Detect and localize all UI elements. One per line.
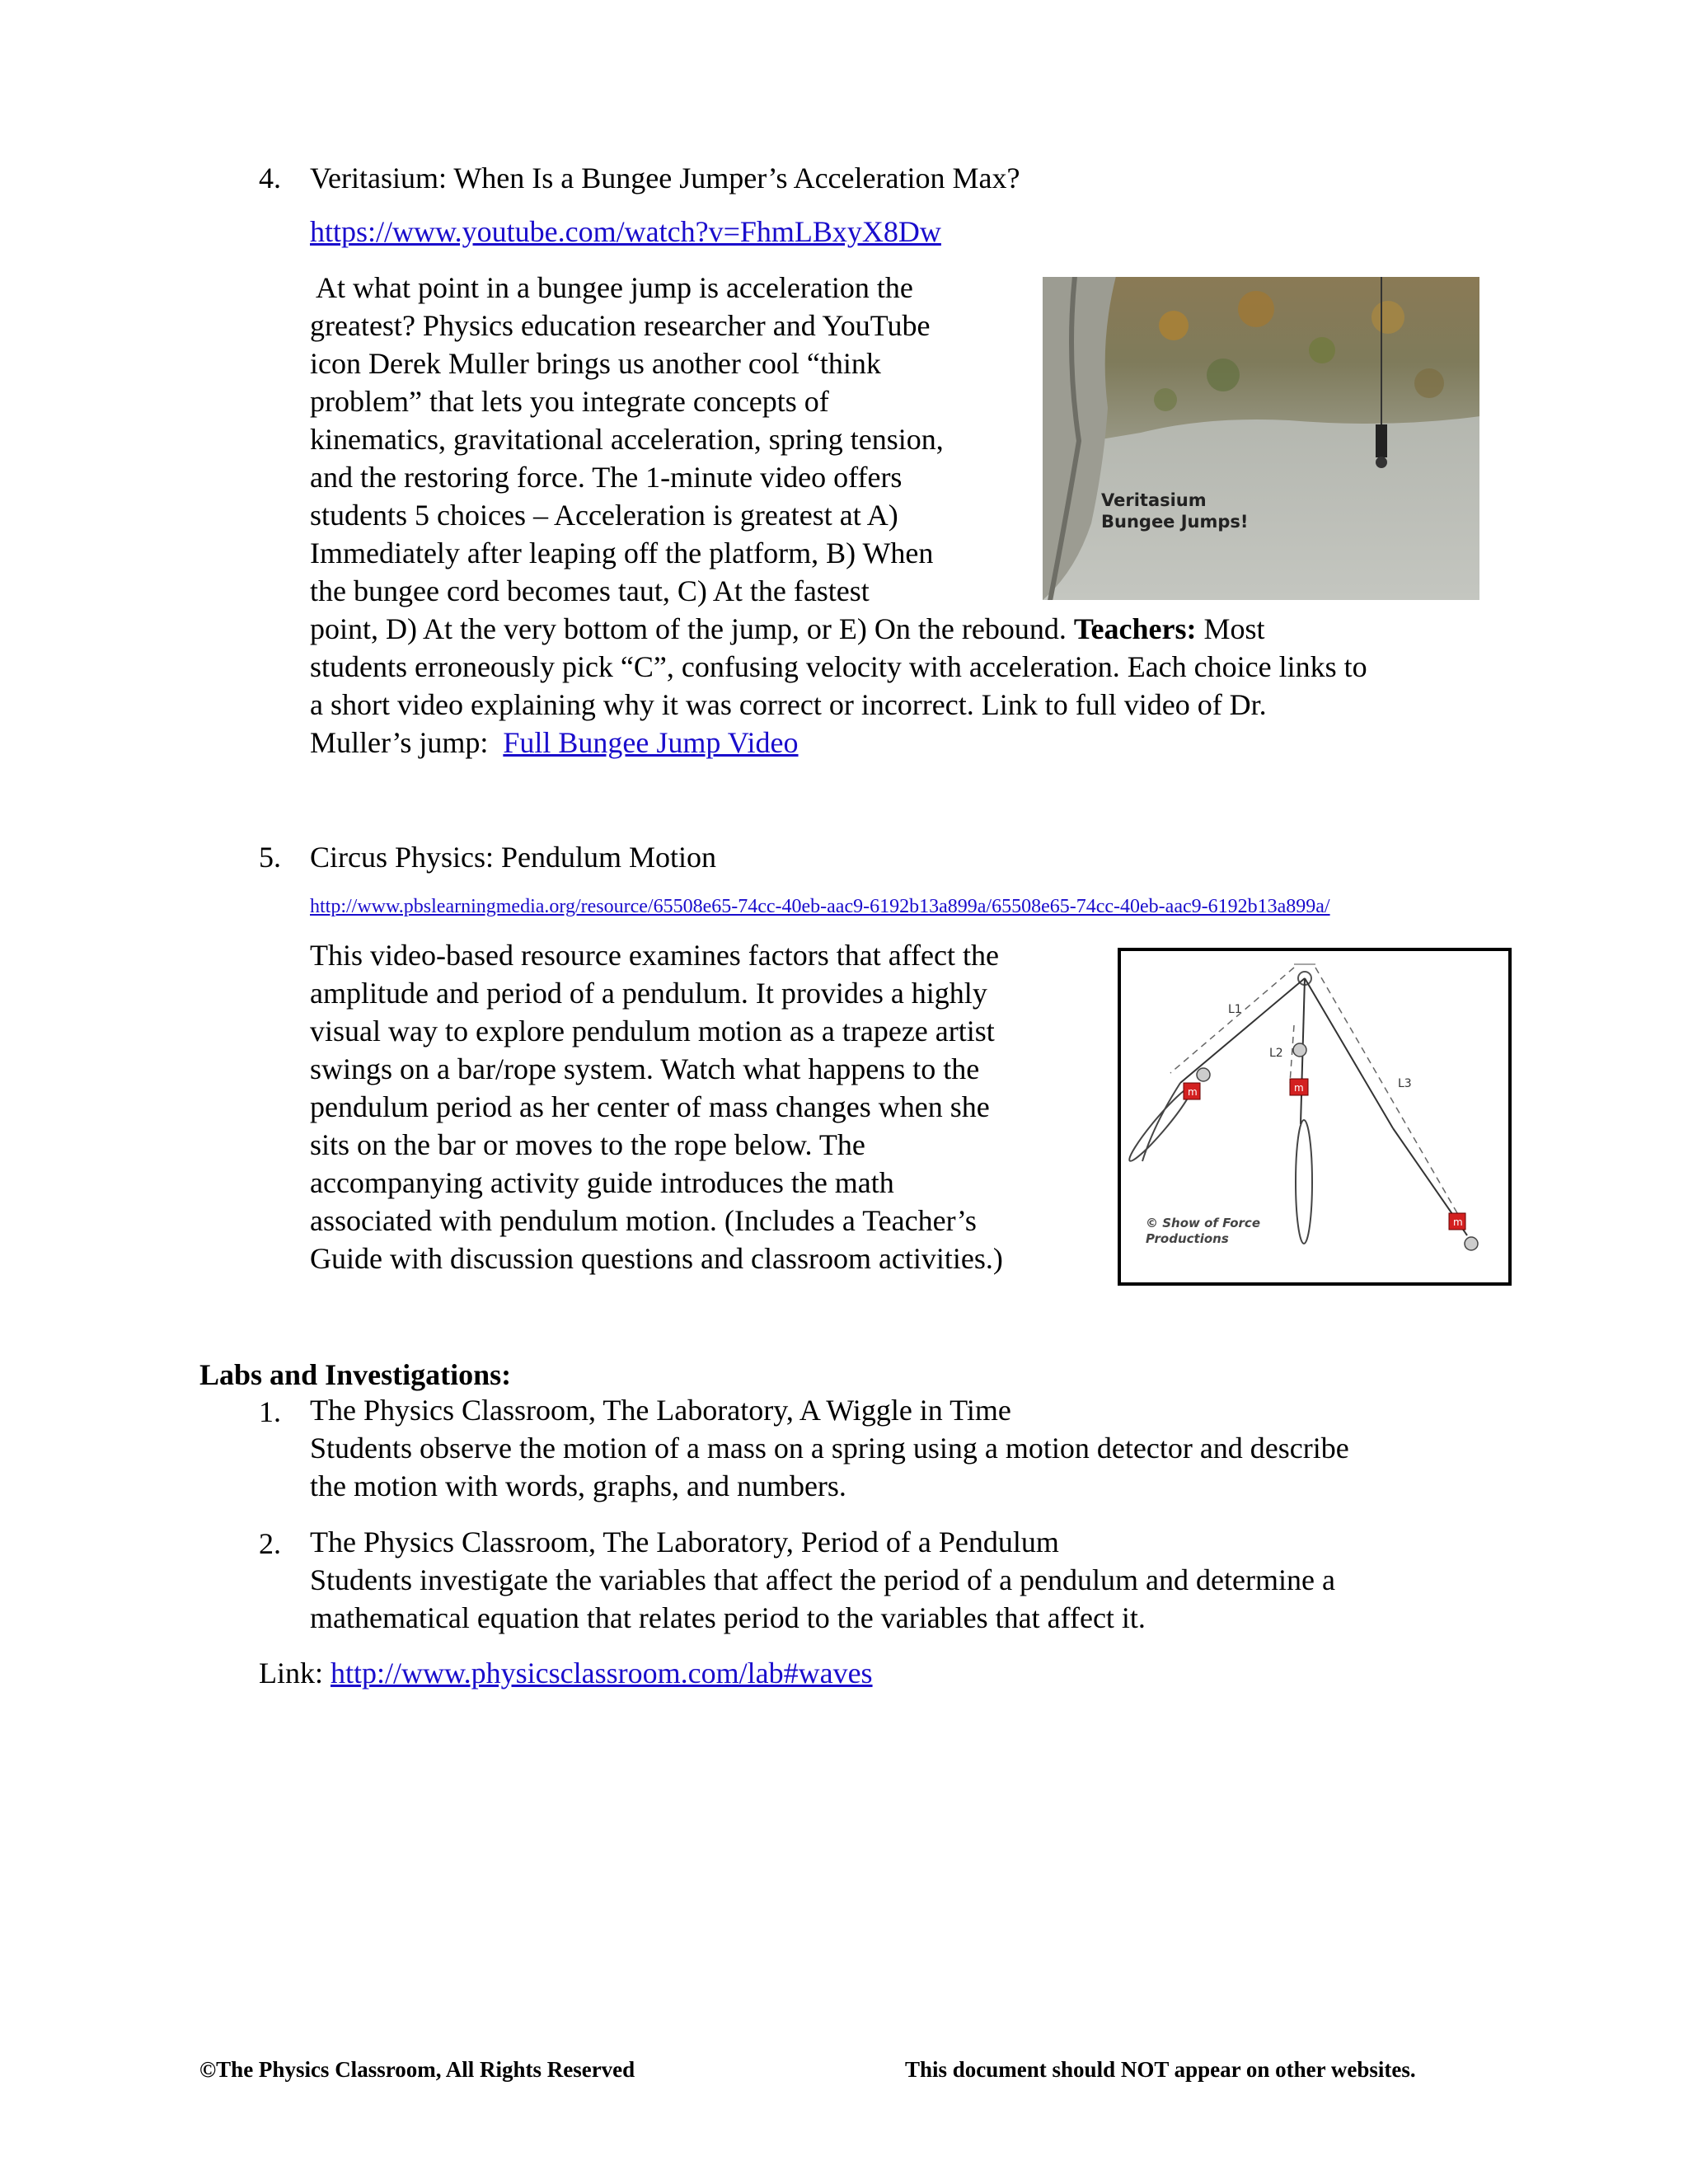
label-l3: L3 bbox=[1398, 1077, 1412, 1090]
item4-line: kinematics, gravitational acceleration, spring tension, bbox=[310, 423, 944, 456]
item4-line: point, D) At the very bottom of the jump, or E) On the rebound. bbox=[310, 612, 1074, 645]
thumbnail-caption-2: Bungee Jumps! bbox=[1101, 512, 1249, 532]
item4-line: a short video explaining why it was correct or incorrect. Link to full video of Dr. bbox=[310, 688, 1267, 721]
lab2-number: 2. bbox=[259, 1527, 281, 1560]
item5-line: visual way to explore pendulum motion as a trapeze artist bbox=[310, 1015, 995, 1047]
label-l2: L2 bbox=[1269, 1047, 1283, 1060]
lab2-line1: Students investigate the variables that affect the period of a pendulum and determine a bbox=[310, 1563, 1335, 1596]
mass-label-right: m bbox=[1453, 1216, 1463, 1228]
lab2-line2: mathematical equation that relates period to the variables that affect it. bbox=[310, 1601, 1146, 1634]
lab2-title: The Physics Classroom, The Laboratory, Period of a Pendulum bbox=[310, 1526, 1059, 1558]
lab1 bbox=[310, 1391, 1505, 1505]
item4-line: problem” that lets you integrate concepts of bbox=[310, 385, 829, 418]
mass-label-left: m bbox=[1188, 1086, 1198, 1098]
item4-line: Immediately after leaping off the platform, B) When bbox=[310, 537, 934, 569]
item5-line: sits on the bar or moves to the rope below. The bbox=[310, 1128, 865, 1161]
item4-line: students 5 choices – Acceleration is greatest at A) bbox=[310, 499, 898, 532]
item4-line: students erroneously pick “C”, confusing velocity with acceleration. Each choice links to bbox=[310, 650, 1367, 683]
labs-link-row bbox=[259, 1655, 873, 1691]
item4-line: the bungee cord becomes taut, C) At the fastest bbox=[310, 574, 870, 607]
teachers-label: Teachers: bbox=[1073, 612, 1197, 645]
item4-number: 4. bbox=[259, 162, 281, 194]
lab1-title: The Physics Classroom, The Laboratory, A Wiggle in Time bbox=[310, 1394, 1011, 1427]
lab2 bbox=[310, 1523, 1505, 1637]
diagram-credit-1: © Show of Force bbox=[1146, 1216, 1260, 1230]
item4-line: At what point in a bungee jump is acceleration the bbox=[310, 271, 913, 304]
item5-line: pendulum period as her center of mass changes when she bbox=[310, 1090, 990, 1123]
item4-youtube-link[interactable]: https://www.youtube.com/watch?v=FhmLBxyX8Dw bbox=[310, 215, 941, 248]
item4-line: and the restoring force. The 1-minute video offers bbox=[310, 461, 903, 494]
item4-line: greatest? Physics education researcher and YouTube bbox=[310, 309, 931, 342]
item4-line: icon Derek Muller brings us another cool “think bbox=[310, 347, 881, 380]
item5-line: accompanying activity guide introduces the math bbox=[310, 1166, 894, 1199]
diagram-credit-2: Productions bbox=[1146, 1231, 1229, 1246]
footer-copyright: ©The Physics Classroom, All Rights Reserved bbox=[199, 2057, 635, 2082]
full-bungee-video-link[interactable]: Full Bungee Jump Video bbox=[503, 726, 799, 759]
lab1-number: 1. bbox=[259, 1395, 281, 1428]
physicsclassroom-lab-link[interactable]: http://www.physicsclassroom.com/lab#waves bbox=[331, 1657, 873, 1690]
bungee-video-thumbnail[interactable] bbox=[1042, 276, 1480, 601]
item5-line: swings on a bar/rope system. Watch what happens to the bbox=[310, 1052, 980, 1085]
footer-notice: This document should NOT appear on other websites. bbox=[905, 2057, 1416, 2082]
item5-line: Guide with discussion questions and classroom activities.) bbox=[310, 1242, 1003, 1275]
teachers-text: Most bbox=[1196, 612, 1265, 645]
item5-line: associated with pendulum motion. (Includes a Teacher’s bbox=[310, 1204, 977, 1237]
labs-link-label: Link: bbox=[259, 1657, 331, 1690]
label-l1: L1 bbox=[1228, 1003, 1242, 1016]
lab1-line2: the motion with words, graphs, and numbers. bbox=[310, 1469, 846, 1502]
pendulum-diagram bbox=[1118, 948, 1512, 1286]
item4-title: Veritasium: When Is a Bungee Jumper’s Acceleration Max? bbox=[310, 162, 1020, 194]
item5-pbs-link[interactable]: http://www.pbslearningmedia.org/resource/65508e65-74cc-40eb-aac9-6192b13a899a/65508e65-74cc-40eb-aac9-6192b13a899a/ bbox=[310, 896, 1330, 917]
thumbnail-caption-1: Veritasium bbox=[1101, 490, 1207, 510]
item5-title: Circus Physics: Pendulum Motion bbox=[310, 841, 717, 874]
item5-line: amplitude and period of a pendulum. It provides a highly bbox=[310, 977, 987, 1010]
item5-description bbox=[310, 936, 1101, 1277]
mass-label-middle: m bbox=[1294, 1082, 1304, 1094]
item5-number: 5. bbox=[259, 841, 281, 874]
labs-heading: Labs and Investigations: bbox=[199, 1358, 512, 1391]
item4-last-prefix: Muller’s jump: bbox=[310, 726, 504, 759]
lab1-line1: Students observe the motion of a mass on a spring using a motion detector and describe bbox=[310, 1432, 1349, 1465]
item5-line: This video-based resource examines factors that affect the bbox=[310, 939, 999, 972]
